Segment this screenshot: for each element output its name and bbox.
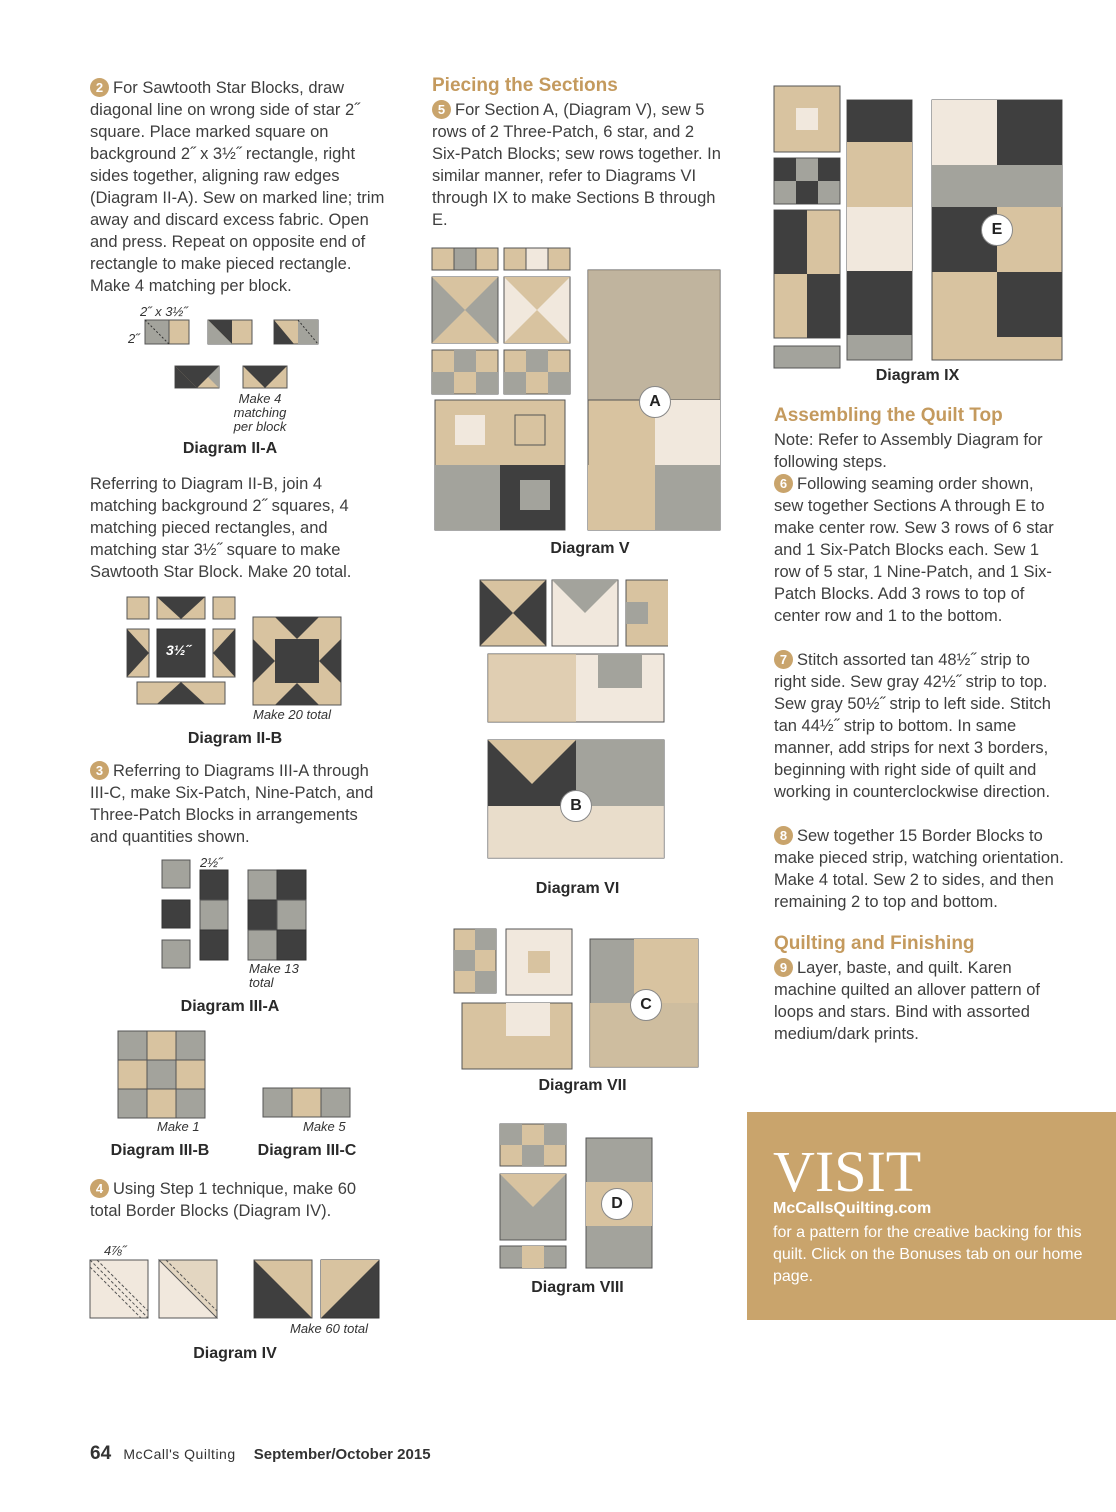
dim-478-label: 4⅞˝	[104, 1243, 127, 1258]
diagram-3c-art	[262, 1087, 352, 1119]
diagram-2a-caption: Diagram II-A	[182, 440, 278, 457]
diagram-3a-caption: Diagram III-A	[180, 998, 280, 1015]
visit-heading: VISIT	[773, 1139, 922, 1204]
visit-promo-box	[747, 1112, 1116, 1320]
step-5-paragraph	[432, 99, 722, 231]
step-9-text: Layer, baste, and quilt. Karen machine quilted an allover pattern of loops and stars. Bind with assorted medium/dark prints.	[774, 959, 1040, 1043]
make-4-note: Make 4 matching per block	[233, 391, 287, 434]
issue-date: September/October 2015	[253, 1446, 431, 1463]
diagram-3b-caption: Diagram III-B	[110, 1142, 210, 1159]
diagram-3a-art	[155, 855, 315, 975]
diagram-8-caption: Diagram VIII	[531, 1279, 624, 1296]
step-number-4: 4	[90, 1179, 109, 1198]
step-4-text: Using Step 1 technique, make 60 total Border Blocks (Diagram IV).	[90, 1180, 357, 1220]
step-7-text: Stitch assorted tan 48½˝ strip to right side. Sew gray 42½˝ strip to top. Sew gray 50½˝ strip to left side. Stitch tan 44½˝ strip to bottom. In same manner, add strips for next 3 borders, beginning with right side of quilt and working in counterclockwise direction.	[774, 651, 1051, 801]
diagram-7-caption: Diagram VII	[538, 1077, 627, 1094]
section-e-badge: E	[981, 214, 1013, 246]
section-b-badge: B	[560, 790, 592, 822]
make-5-note: Make 5	[303, 1119, 346, 1134]
diagram-3b-art	[117, 1030, 207, 1120]
diagram-9-caption: Diagram IX	[875, 367, 960, 384]
page-number: 64	[90, 1443, 112, 1464]
step-number-9: 9	[774, 958, 793, 977]
dim-2x35-label: 2˝ x 3½˝	[140, 304, 188, 319]
step-3-paragraph	[90, 760, 380, 848]
step-9-paragraph	[774, 957, 1066, 1045]
diagram-3c-caption: Diagram III-C	[257, 1142, 357, 1159]
step-number-5: 5	[432, 100, 451, 119]
step-3-text: Referring to Diagrams III-A through III-C, make Six-Patch, Nine-Patch, and Three-Patch Blocks in arrangements and quantities shown.	[90, 762, 374, 846]
piecing-heading: Piecing the Sections	[432, 75, 618, 96]
diagram-6-caption: Diagram VI	[535, 880, 620, 897]
step-number-6: 6	[774, 474, 793, 493]
make-1-note: Make 1	[157, 1119, 200, 1134]
diagram-9-art	[770, 82, 1065, 372]
dim-35-label: 3½˝	[166, 642, 191, 658]
step-6-paragraph	[774, 473, 1066, 627]
make-13-note: Make 13 total	[249, 961, 299, 990]
quilting-heading: Quilting and Finishing	[774, 933, 975, 954]
magazine-name: McCall's Quilting	[123, 1446, 236, 1462]
assembling-heading: Assembling the Quilt Top	[774, 405, 1003, 426]
diagram-6-art	[478, 578, 668, 868]
diagram-5-caption: Diagram V	[550, 540, 630, 557]
diagram-2b-art	[120, 592, 350, 712]
section-d-badge: D	[601, 1188, 633, 1220]
step-7-paragraph	[774, 649, 1066, 803]
diagram-4-art	[85, 1250, 385, 1325]
visit-url-link[interactable]: McCallsQuilting.com	[773, 1200, 932, 1217]
step-number-8: 8	[774, 826, 793, 845]
diagram-4-caption: Diagram IV	[193, 1345, 277, 1362]
page-footer	[90, 1443, 431, 1465]
step-number-3: 3	[90, 761, 109, 780]
step-8-text: Sew together 15 Border Blocks to make pieced strip, watching orientation. Make 4 total. Sew 2 to sides, and then remaining 2 to top and bottom.	[774, 827, 1064, 911]
visit-description: for a pattern for the creative backing for this quilt. Click on the Bonuses tab on our home page.	[773, 1224, 1083, 1285]
step-4-paragraph	[90, 1178, 380, 1222]
dim-2-label: 2˝	[128, 331, 140, 346]
make-60-note: Make 60 total	[290, 1321, 369, 1336]
make-20-note: Make 20 total	[253, 707, 332, 722]
diagram-8-art	[498, 1122, 658, 1272]
step-5-text: For Section A, (Diagram V), sew 5 rows of 2 Three-Patch, 6 star, and 2 Six-Patch Blocks; sew rows together. In similar manner, refer to Diagrams VI through IX to make Sections B through E.	[432, 101, 721, 229]
step-number-7: 7	[774, 650, 793, 669]
diagram-2b-paragraph: Referring to Diagram II-B, join 4 matching background 2˝ squares, 4 matching pieced rectangles, and matching star 3½˝ square to make Sawtooth Star Block. Make 20 total.	[90, 475, 352, 581]
step-2-paragraph	[90, 77, 390, 297]
dim-25-label: 2½˝	[200, 855, 223, 870]
diagram-5-art	[430, 245, 725, 535]
diagram-7-art	[452, 927, 702, 1072]
section-c-badge: C	[630, 989, 662, 1021]
step-2-text: For Sawtooth Star Blocks, draw diagonal line on wrong side of star 2˝ square. Place marked square on background 2˝ x 3½˝ rectangle, right sides together, aligning raw edges (Diagram II-A). Sew on marked line; trim away and discard excess fabric. Open and press. Repeat on opposite end of rectangle to make pieced rectangle. Make 4 matching per block.	[90, 79, 385, 295]
step-number-2: 2	[90, 78, 109, 97]
section-a-badge: A	[639, 386, 671, 418]
assembly-note: Note: Refer to Assembly Diagram for following steps.	[774, 431, 1043, 471]
step-8-paragraph	[774, 825, 1066, 913]
step-6-text: Following seaming order shown, sew together Sections A through E to make center row. Sew 3 rows of 6 star and 1 Six-Patch Blocks each. Sew 1 row of 5 star, 1 Nine-Patch, and 1 Six-Patch Blocks. Add 3 rows to top of center row and 1 to the bottom.	[774, 475, 1054, 625]
diagram-2b-caption: Diagram II-B	[187, 730, 283, 747]
